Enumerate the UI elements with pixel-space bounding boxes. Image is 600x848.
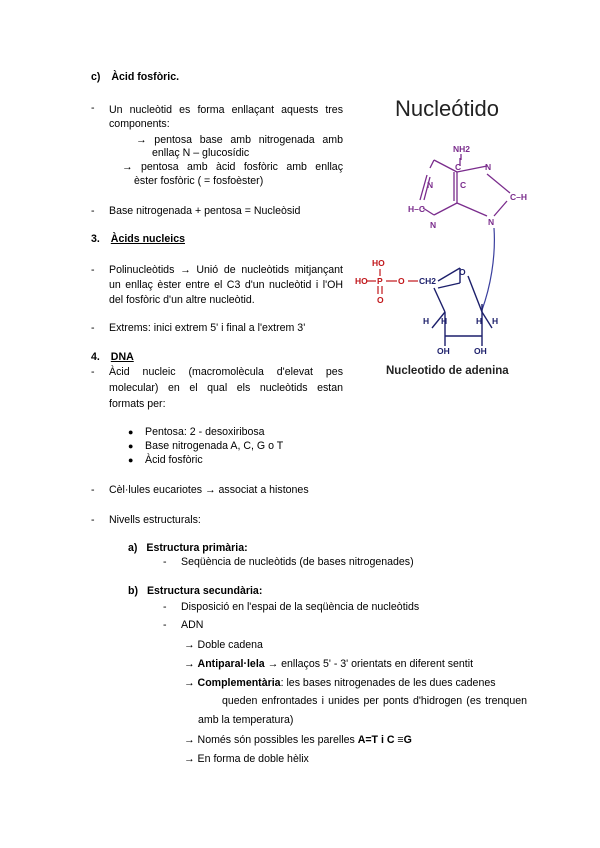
item-nucleoside: Base nitrogenada + pentosa = Nucleòsid	[109, 205, 301, 217]
arrow-antiparallel-term: Antiparal·lela	[197, 658, 265, 670]
heading-3-num: 3.	[91, 233, 100, 245]
dash: -	[163, 556, 167, 568]
structure-a-title: Estructura primària:	[146, 542, 248, 554]
figure-caption: Nucleotido de adenina	[386, 365, 509, 377]
sub-item-2-cont: èster fosfòric ( = fosfoèster)	[134, 175, 264, 187]
label-o: O	[377, 295, 384, 305]
heading-c-letter: c)	[91, 71, 101, 83]
dash: -	[91, 264, 95, 276]
item-levels: Nivells estructurals:	[109, 514, 201, 526]
glycosidic-bond	[482, 228, 494, 310]
arrow-complementary-line2: queden enfrontades i unides per ponts d'hidrogen (es trenquen	[222, 695, 527, 707]
item-line: Un nucleòtid es forma enllaçant aquests tres	[109, 104, 343, 116]
arrow-double-chain: → Doble cadena	[184, 639, 263, 651]
arrow-antiparallel	[184, 658, 473, 670]
arrow-double-helix: → En forma de doble hèlix	[184, 753, 309, 765]
dash: -	[91, 484, 95, 496]
label-ho: HO	[372, 258, 385, 268]
heading-c	[91, 71, 179, 83]
arrow-complementary-arrow: →	[184, 677, 198, 689]
bullet-pentose: Pentosa: 2 - desoxiribosa	[145, 426, 265, 438]
arrow-antiparallel-text: → enllaços 5' - 3' orientats en diferent sentit	[264, 658, 474, 670]
label-n: N	[430, 220, 437, 230]
item-dna-1: Àcid nucleic (macromolècula d'elevat pes	[109, 366, 343, 378]
sub-item-2: → pentosa amb àcid fosfòric amb enllaç	[122, 161, 343, 173]
dash: -	[91, 102, 95, 114]
structure-b-letter: b)	[128, 585, 138, 597]
structure-a-text: Seqüència de nucleòtids (de bases nitrogenades)	[181, 556, 414, 568]
heading-3-title: Àcids nucleics	[110, 233, 185, 245]
label-n: N	[485, 162, 492, 172]
item-dna-3: formats per:	[109, 398, 166, 410]
item-dna-2: molecular) en el qual els nucleòtids estan	[109, 382, 343, 394]
sugar-labels	[419, 267, 498, 356]
arrow-complementary-text: : les bases nitrogenades de les dues cadenes	[280, 677, 496, 689]
heading-c-title: Àcid fosfòric.	[111, 71, 180, 83]
label-n: N	[427, 180, 434, 190]
label-n: N	[488, 217, 495, 227]
label-ho: HO	[355, 276, 368, 286]
structure-b-title: Estructura secundària:	[146, 585, 263, 597]
label-h: H	[423, 316, 430, 326]
arrow-pairs-text: → Només són possibles les parelles	[184, 734, 358, 746]
heading-4-title: DNA	[110, 351, 134, 363]
item-polynucleotide-1: Polinucleòtids → Unió de nucleòtids mitjançant	[109, 264, 343, 276]
figure-title: Nucleótido	[395, 96, 499, 121]
label-hc: H–C	[408, 204, 426, 214]
dash: -	[91, 366, 95, 378]
heading-3	[91, 233, 185, 245]
label-oh: OH	[474, 346, 487, 356]
structure-b-heading	[128, 585, 262, 597]
structure-b-item-2: ADN	[181, 619, 204, 631]
label-h: H	[492, 316, 499, 326]
bullet-base: Base nitrogenada A, C, G o T	[145, 440, 284, 452]
bullet: ●	[128, 427, 134, 437]
item-line: components:	[109, 118, 170, 130]
label-h: H	[476, 316, 483, 326]
phosphate-labels	[355, 258, 405, 305]
structure-a-heading	[128, 542, 248, 554]
arrow-complementary	[184, 677, 496, 689]
label-o: O	[459, 267, 466, 277]
label-ch: C–H	[510, 192, 528, 202]
dash: -	[91, 205, 95, 217]
phosphate-group	[367, 269, 418, 294]
sub-item-1: → pentosa base amb nitrogenada amb	[136, 134, 343, 146]
arrow-pairs-bases: A=T i C ≡G	[357, 734, 412, 746]
bullet: ●	[128, 455, 134, 465]
arrow-complementary-line3: amb la temperatura)	[198, 714, 294, 726]
bullet: ●	[128, 441, 134, 451]
structure-b-item-1: Disposició en l'espai de la seqüència de nucleòtids	[181, 601, 420, 613]
item-eukaryotes: Cèl·lules eucariotes → associat a histones	[109, 484, 309, 496]
dash: -	[163, 601, 167, 613]
nucleotide-figure	[352, 88, 557, 380]
item-nucleotide	[109, 102, 343, 118]
heading-4	[91, 351, 134, 363]
sub-item-1-cont: enllaç N – glucosídic	[152, 147, 250, 159]
label-o: O	[398, 276, 405, 286]
item-polynucleotide-2: un enllaç èster entre el C3 d'un nucleòtid i l'OH	[109, 279, 343, 291]
heading-4-num: 4.	[91, 351, 100, 363]
label-nh2: NH2	[453, 144, 471, 154]
adenine-labels	[408, 144, 527, 230]
label-p: P	[377, 276, 383, 286]
label-c: C	[460, 180, 467, 190]
dash: -	[91, 322, 95, 334]
item-polynucleotide-3: del fosfòric d'un altre nucleòtid.	[109, 294, 255, 306]
dash: -	[163, 619, 167, 631]
arrow-complementary-term: Complementària	[197, 677, 281, 689]
structure-a-letter: a)	[128, 542, 138, 554]
label-h: H	[441, 316, 448, 326]
arrow-antiparallel-arrow: →	[184, 658, 198, 670]
dash: -	[91, 514, 95, 526]
arrow-pairs	[184, 734, 412, 746]
label-c: C	[455, 162, 462, 172]
label-ch2: CH2	[419, 276, 437, 286]
bullet-phosphoric: Àcid fosfòric	[145, 454, 203, 466]
label-oh: OH	[437, 346, 450, 356]
item-extremes: Extrems: inici extrem 5' i final a l'extrem 3'	[109, 322, 306, 334]
